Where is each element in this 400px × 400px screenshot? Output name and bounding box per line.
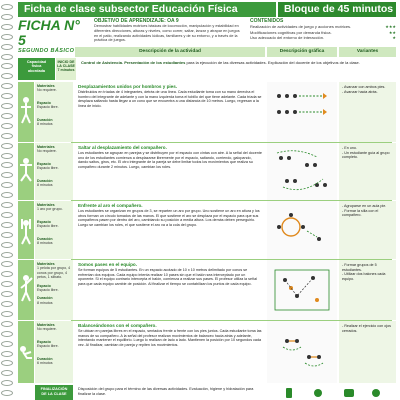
activity-text: Los estudiantes se agrupan en parejas y se distribuyen por el espacio con cintas con aire. A la señal del docente uno de los estudiantes comienza a desplazarse libremente por el espacio, saltando, corriendo, galopando, dando saltos, giros, etc. El otro integrante de la pareja se debe limitar todos los movimientos que realiza su compañero durante 2 minutos. Luego, cambian los roles.	[78, 151, 262, 169]
start-line: LA CLASE	[57, 64, 75, 69]
activity-row	[18, 260, 396, 320]
activity-photo	[18, 82, 34, 142]
objective-text: Demostrar habilidades motrices básicas de locomoción, manipulación y estabilidad en diferentes direcciones, alturas y niveles, como correr, saltar, lanzar y atrapar en juegos en el patio, realizando actividades lúdicas, familiares y de su entorno, y a través de la práctica de juegos.	[94, 24, 240, 43]
activity-title: Balanceándonos con el compañero.	[78, 323, 157, 328]
activity-title: Desplazamientos unidos por hombros y pies.	[78, 84, 178, 89]
child-figure-icon	[19, 96, 33, 126]
spiral-ring	[1, 162, 13, 168]
materials-label: Materiales	[37, 84, 55, 88]
spiral-ring	[1, 63, 13, 69]
spiral-ring	[1, 311, 13, 317]
closing-row	[18, 385, 396, 400]
variant-item: - Un estudiante guía al grupo completo.	[342, 150, 390, 160]
contents-heading: CONTENIDOS	[250, 18, 284, 24]
spiral-ring	[1, 93, 13, 99]
child-jumping-icon	[19, 157, 33, 187]
activity-description	[75, 201, 265, 259]
handwash-icon	[372, 389, 380, 397]
spiral-ring	[1, 44, 13, 50]
spiral-ring	[1, 143, 13, 149]
variant-item: - Formar grupos de 5 estudiantes.	[342, 263, 377, 272]
activity-description	[75, 82, 265, 142]
activity-text: Se forman equipos de 5 estudiantes. En un espacio acotado de 10 x 10 metros delimitado por conos se enfrentan dos equipos. Cada equipo intenta realizar 10 pases sin que el balón sea interceptado por un oponente. Si el equipo contrario intercepta el balón, comienza a realizar sus pases. El profesor utiliza la señal para que cada equipo cambie de posición. Al finalizar el tiempo se contabilizan los puntos de cada equipo.	[78, 268, 257, 286]
space-value: Espacio libre.	[37, 166, 59, 171]
activity-row	[18, 321, 396, 383]
activity-description	[75, 260, 265, 320]
materials-value: 1 pelota por grupo, 4 conos por grupo, 4 petos, 1 silbato.	[37, 266, 71, 280]
block-duration: Bloque de 45 minutos	[278, 2, 396, 17]
spiral-ring	[1, 271, 13, 277]
activity-text: Distribuidos en tríadas de 4 integrantes, detrás de una línea. Cada estudiante toma con su mano derecha el hombro del integrante de adelante y con la mano izquierda toma el tobillo del que tiene adelante. Cada tríada se desplaza saltando hasta llegar a un cono que se encuentra a una distancia de 10 metros. Luego, regresan a la línea de inicio.	[78, 90, 262, 108]
spiral-ring	[1, 14, 13, 20]
ficha-number: FICHA N° 5	[18, 17, 80, 48]
duration-value: 8 minutos	[37, 300, 53, 305]
activity-row	[18, 143, 396, 200]
spiral-ring	[1, 73, 13, 79]
contents-item-label: Modificaciones cognitivas por demanda física.	[250, 29, 332, 35]
spiral-ring	[1, 83, 13, 89]
duration-label: Duración	[37, 356, 53, 361]
objective-heading: OBJETIVO DE APRENDIZAJE: OA 9	[94, 18, 179, 24]
spiral-ring	[1, 24, 13, 30]
contents-item	[250, 35, 396, 41]
spiral-ring	[1, 222, 13, 228]
spiral-ring	[1, 360, 13, 366]
spiral-ring	[1, 321, 13, 327]
control-body: para la ejecución de las diversas actividades. Explicación del docente de los objetivos de la clase.	[186, 60, 360, 65]
space-label: Espacio	[37, 339, 51, 344]
duration-value: 8 minutos	[37, 122, 53, 127]
contents-item-label: Uso adecuado del entorno de interacción.	[250, 35, 325, 41]
column-graphic: Descripción gráfica	[267, 47, 337, 57]
activity-photo	[18, 260, 34, 320]
column-spacer	[18, 47, 73, 57]
spiral-ring	[1, 172, 13, 178]
spiral-ring	[1, 331, 13, 337]
materials-value: No requiere.	[37, 327, 57, 332]
child-hoop-icon	[19, 215, 33, 245]
star-rating: ★★★	[385, 24, 396, 29]
closing-text: Disposición del grupo para el término de las diversas actividades. Evaluación, higiene y hidratación para finalizar la clase.	[78, 387, 254, 396]
start-line: 7 minutos	[57, 68, 75, 73]
spiral-ring	[1, 291, 13, 297]
spiral-ring	[1, 252, 13, 258]
duration-label: Duración	[37, 296, 53, 301]
materials-value: No requiere.	[37, 88, 57, 93]
child-sitting-icon	[19, 335, 33, 365]
spiral-ring	[1, 182, 13, 188]
activity-title: Saltar al desplazamiento del compañero.	[78, 145, 167, 150]
activity-text: Los estudiantes se organizan en grupos de 3, se reparten un aro por grupo. Uno sostiene un aro en altura y los otros forman un círculo tomados de las manos. El que sostiene el aro se desplaza por el espacio para que sus compañeros pasen por dentro del aro, cambiando su posición a media altura. Los demás deben perseguirlo. Luego se cambian los roles, el que sostiene el aro va a la cola del grupo.	[78, 209, 260, 227]
contents-box	[250, 18, 396, 46]
materials-value: 1 aro por grupo.	[37, 207, 63, 212]
materials-label: Materiales	[37, 262, 55, 266]
spiral-ring	[1, 390, 13, 396]
materials-box	[35, 321, 73, 383]
space-value: Espacio libre.	[37, 105, 59, 110]
variant-item: - En uno.	[342, 146, 357, 150]
hygiene-icons	[278, 385, 396, 400]
capacity-line: Capacidad	[26, 60, 47, 64]
spiral-ring	[1, 281, 13, 287]
spiral-ring	[1, 133, 13, 139]
space-value: Espacio libre.	[37, 344, 59, 349]
spiral-ring	[1, 54, 13, 60]
materials-box	[35, 201, 73, 259]
ficha-label	[18, 17, 90, 54]
page-title: Ficha de clase subsector Educación Física	[18, 2, 276, 17]
spiral-ring	[1, 301, 13, 307]
pairs-diagram-icon	[267, 143, 337, 200]
materials-label: Materiales	[37, 145, 55, 149]
materials-box	[35, 143, 73, 200]
child-throwing-icon	[19, 274, 33, 304]
spiral-binding	[0, 0, 14, 400]
intro-row	[18, 58, 396, 80]
spiral-ring	[1, 34, 13, 40]
materials-value: No requiere.	[37, 149, 57, 154]
variants-box	[339, 321, 396, 383]
variants-box	[339, 260, 396, 320]
activity-text: Se ubican en parejas libres en el espacio, sentados frente a frente con los pies juntos. Cada estudiante toma las manos de su compañero. A la señal del profesor realizan movimientos de balanceo hacia atrás y adelante, intentando mantener el equilibrio. Luego lo realizan de lado a lado. Mantienen la posición por 10 segundos cada vez. Al finalizar, cambian de pareja y repiten los movimientos.	[78, 329, 262, 347]
space-value: Espacio libre.	[37, 224, 59, 229]
variant-item: - Avanzar hacia atrás.	[342, 89, 378, 94]
activity-description	[75, 321, 265, 383]
control-text	[78, 58, 396, 80]
space-value: Espacio libre.	[37, 288, 59, 293]
start-box	[56, 58, 76, 80]
start-line: INICIO DE	[57, 60, 75, 64]
spiral-ring	[1, 212, 13, 218]
variant-item: - Realizar el ejercicio con ojos cerrados.	[342, 324, 391, 333]
activity-graphic	[267, 260, 337, 320]
water-bottle-icon	[286, 388, 292, 398]
activity-graphic	[267, 201, 337, 259]
capacity-line: abordada	[27, 68, 46, 73]
lesson-sheet	[14, 0, 400, 400]
closing-label	[35, 385, 73, 400]
duration-value: 8 minutos	[37, 183, 53, 188]
spiral-ring	[1, 113, 13, 119]
materials-box	[35, 82, 73, 142]
activity-title: Enfrente al aro el compañero.	[78, 203, 143, 208]
activity-graphic	[267, 143, 337, 200]
spiral-ring	[1, 351, 13, 357]
variant-item: - Avanzar con ambos pies.	[342, 85, 386, 89]
passing-diagram-icon	[267, 260, 337, 320]
spiral-ring	[1, 103, 13, 109]
capacity-box	[18, 58, 55, 80]
header-bar	[18, 2, 396, 17]
duration-label: Duración	[37, 117, 53, 122]
ficha-level: SEGUNDO BÁSICO	[18, 48, 75, 54]
star-rating: ★	[392, 35, 396, 41]
activity-title: Somos pases en el equipo.	[78, 262, 137, 267]
towel-icon	[314, 389, 322, 397]
duration-value: 8 minutos	[37, 241, 53, 246]
spiral-ring	[1, 232, 13, 238]
closing-icons	[278, 385, 396, 400]
variants-box	[339, 143, 396, 200]
materials-box	[35, 260, 73, 320]
variants-box	[339, 82, 396, 142]
variant-item: - Agruparse en un aula pie.	[342, 204, 387, 208]
spiral-ring	[1, 370, 13, 376]
spiral-ring	[1, 380, 13, 386]
formation-diagram-icon	[267, 82, 337, 142]
column-header	[18, 47, 396, 57]
space-label: Espacio	[37, 161, 51, 166]
objective-box	[94, 18, 244, 46]
column-variants: Variantes	[339, 47, 396, 57]
variant-item: - Utilizar dos balones cada equipo.	[342, 272, 386, 281]
spiral-ring	[1, 261, 13, 267]
materials-label: Materiales	[37, 203, 55, 207]
closing-label-line: FINALIZACIÓN	[40, 387, 68, 391]
spiral-ring	[1, 341, 13, 347]
soap-icon	[344, 389, 354, 397]
balance-diagram-icon	[267, 321, 337, 383]
spiral-ring	[1, 242, 13, 248]
control-title: Control de Asistencia. Presentación de los estudiantes	[81, 60, 186, 65]
spiral-ring	[1, 4, 13, 10]
activity-photo	[18, 201, 34, 259]
variant-item: - Formar la silla con el compañero.	[342, 208, 379, 218]
spiral-ring	[1, 192, 13, 198]
activity-graphic	[267, 82, 337, 142]
activity-photo	[18, 321, 34, 383]
materials-label: Materiales	[37, 323, 55, 327]
hoop-diagram-icon	[267, 201, 337, 259]
duration-label: Duración	[37, 236, 53, 241]
star-rating: ★★	[388, 29, 396, 35]
contents-item-label: Realización de actividades de juego y acciones motrices.	[250, 24, 352, 29]
activity-description	[75, 143, 265, 200]
variants-box	[339, 201, 396, 259]
duration-label: Duración	[37, 178, 53, 183]
closing-label-line: DE LA CLASE	[41, 392, 67, 396]
column-description: Descripción de la actividad	[75, 47, 265, 57]
spiral-ring	[1, 202, 13, 208]
spiral-ring	[1, 153, 13, 159]
space-label: Espacio	[37, 283, 51, 288]
capacity-line: física	[31, 64, 42, 69]
spiral-ring	[1, 123, 13, 129]
duration-value: 6 minutos	[37, 361, 53, 366]
activity-photo	[18, 143, 34, 200]
space-label: Espacio	[37, 219, 51, 224]
space-label: Espacio	[37, 100, 51, 105]
activity-row	[18, 82, 396, 142]
activity-graphic	[267, 321, 337, 383]
activity-row	[18, 201, 396, 259]
